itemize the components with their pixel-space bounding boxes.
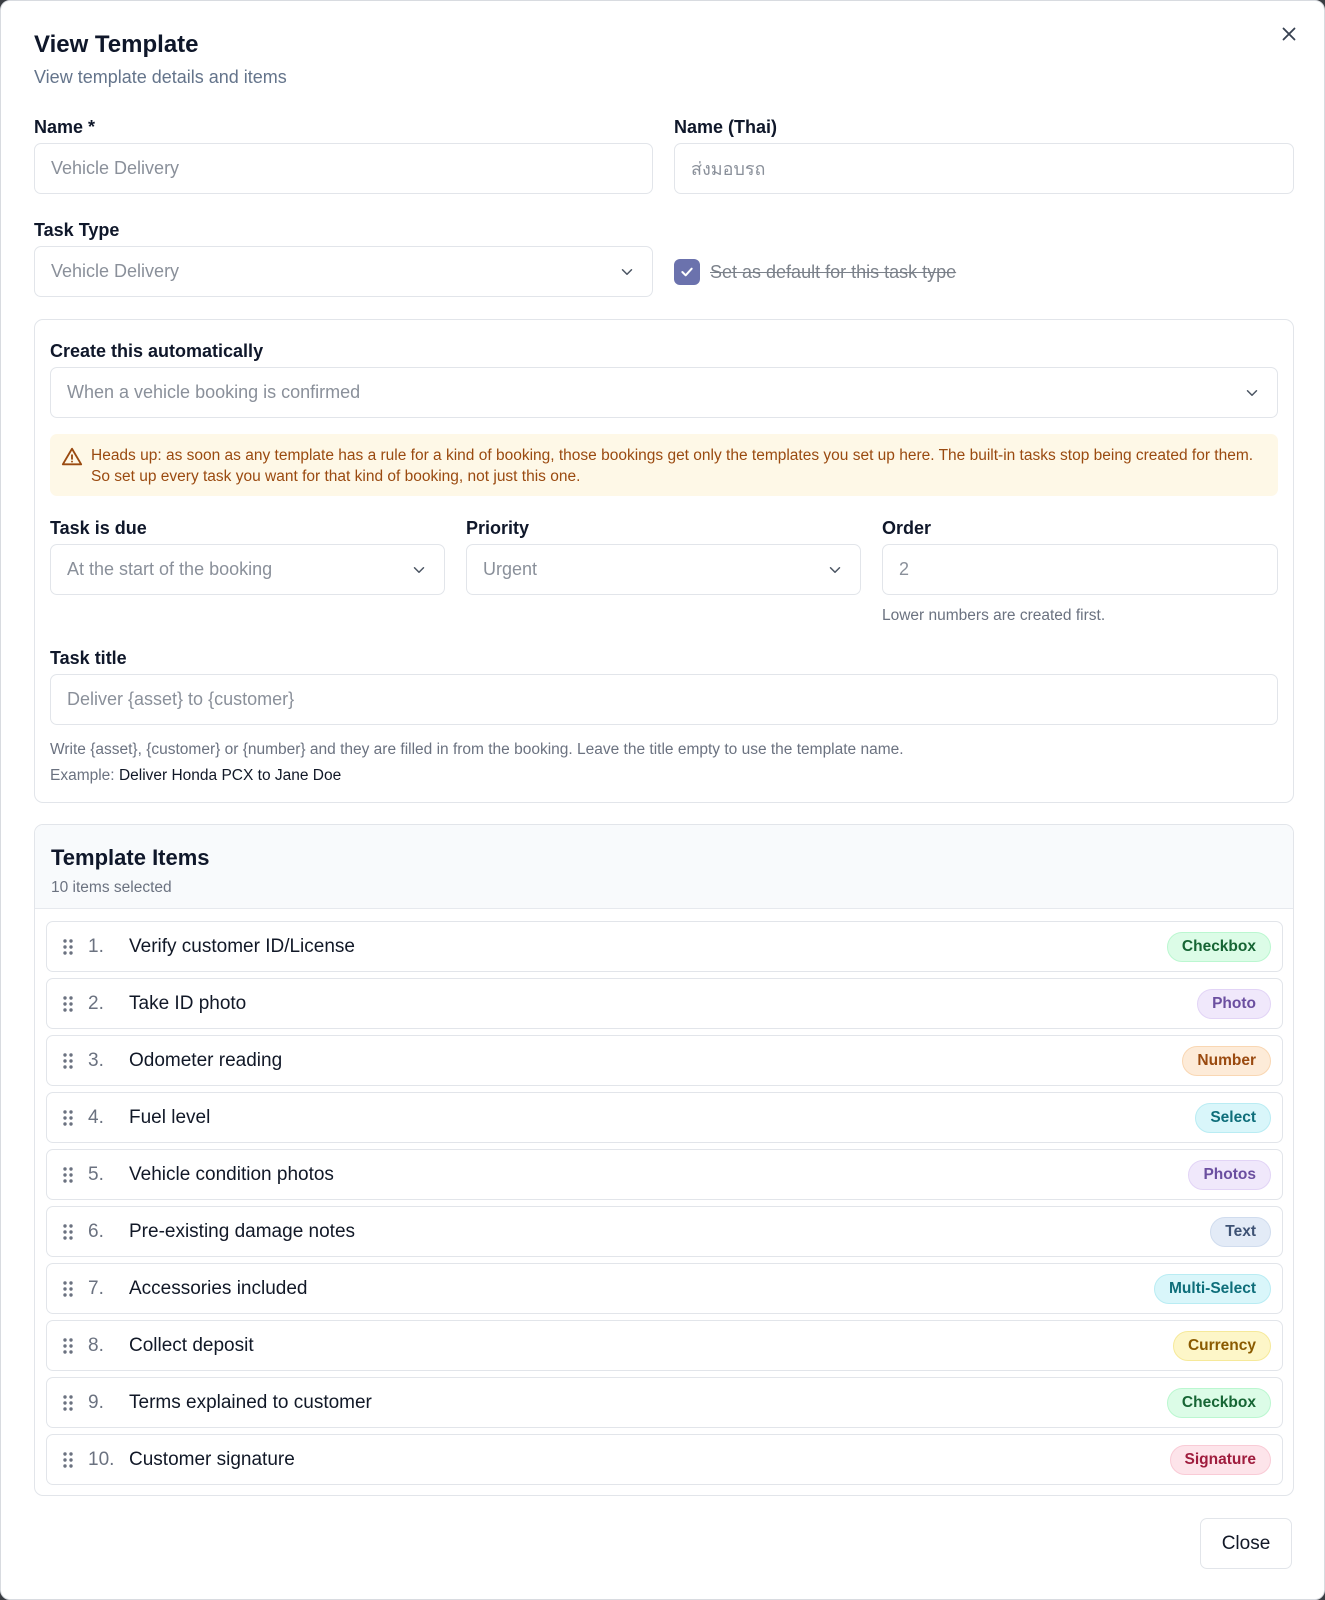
name-label: Name * [34, 117, 96, 137]
name-field[interactable] [34, 143, 653, 194]
template-item-row[interactable] [46, 1434, 1283, 1485]
item-number: 2. [88, 993, 104, 1014]
due-label: Task is due [50, 518, 147, 538]
order-field[interactable] [882, 544, 1278, 595]
item-name: Take ID photo [129, 993, 247, 1014]
chevron-down-icon [410, 561, 428, 579]
item-number: 5. [88, 1164, 104, 1185]
item-type-badge: Multi-Select [1154, 1274, 1271, 1304]
warning-banner [50, 434, 1278, 496]
template-item-row[interactable] [46, 1263, 1283, 1314]
example-line [50, 767, 341, 785]
chevron-down-icon [1243, 384, 1261, 402]
drag-handle-icon[interactable] [61, 1279, 75, 1299]
item-type-badge: Checkbox [1167, 1388, 1271, 1418]
default-checkbox[interactable] [674, 259, 700, 285]
item-name: Collect deposit [129, 1335, 254, 1356]
item-type-badge: Photos [1188, 1160, 1271, 1190]
task-title-placeholder: Deliver {asset} to {customer} [67, 689, 295, 709]
warning-icon [61, 446, 83, 468]
item-name: Pre-existing damage notes [129, 1221, 356, 1242]
item-type-badge: Text [1210, 1217, 1271, 1247]
item-type-badge: Select [1195, 1103, 1271, 1133]
order-value: 2 [899, 559, 910, 579]
task-type-label: Task Type [34, 220, 120, 240]
dialog-subtitle: View template details and items [34, 67, 287, 87]
item-type-badge: Currency [1173, 1331, 1271, 1361]
due-value: At the start of the booking [67, 559, 273, 579]
task-type-value: Vehicle Delivery [51, 261, 180, 281]
trigger-select[interactable] [50, 367, 1278, 418]
task-title-hint: Write {asset}, {customer} or {number} and they are filled in from the booking. Leave the title empty to use the template name. [50, 741, 904, 758]
item-number: 3. [88, 1050, 104, 1071]
item-type-badge: Number [1182, 1046, 1271, 1076]
close-icon[interactable] [1278, 23, 1300, 45]
example-prefix: Example: [50, 767, 115, 784]
item-name: Vehicle condition photos [129, 1164, 334, 1185]
template-item-row[interactable] [46, 1377, 1283, 1428]
item-name: Accessories included [129, 1278, 308, 1299]
item-number: 6. [88, 1221, 104, 1242]
item-name: Terms explained to customer [129, 1392, 372, 1413]
template-items-card [34, 824, 1294, 1496]
template-items-count: 10 items selected [51, 879, 172, 896]
drag-handle-icon[interactable] [61, 1165, 75, 1185]
item-name: Customer signature [129, 1449, 295, 1470]
item-type-badge: Photo [1197, 989, 1271, 1019]
drag-handle-icon[interactable] [61, 1393, 75, 1413]
template-item-row[interactable] [46, 978, 1283, 1029]
name-thai-field[interactable] [674, 143, 1294, 194]
check-icon [679, 264, 695, 280]
priority-select[interactable] [466, 544, 861, 595]
name-value: Vehicle Delivery [51, 158, 180, 178]
drag-handle-icon[interactable] [61, 1051, 75, 1071]
drag-handle-icon[interactable] [61, 1336, 75, 1356]
template-item-row[interactable] [46, 1092, 1283, 1143]
task-type-select[interactable] [34, 246, 653, 297]
item-name: Fuel level [129, 1107, 211, 1128]
priority-label: Priority [466, 518, 530, 538]
example-value: Deliver Honda PCX to Jane Doe [118, 767, 342, 784]
task-title-field[interactable] [50, 674, 1278, 725]
chevron-down-icon [826, 561, 844, 579]
template-item-row[interactable] [46, 1149, 1283, 1200]
item-number: 4. [88, 1107, 104, 1128]
due-select[interactable] [50, 544, 445, 595]
item-type-badge: Checkbox [1167, 932, 1271, 962]
template-items-header [35, 825, 1293, 909]
item-number: 1. [88, 936, 104, 957]
dialog-title: View Template [34, 31, 199, 58]
item-number: 10. [88, 1449, 115, 1470]
item-number: 8. [88, 1335, 104, 1356]
order-label: Order [882, 518, 932, 538]
drag-handle-icon[interactable] [61, 1108, 75, 1128]
priority-value: Urgent [483, 559, 538, 579]
template-items-title: Template Items [51, 845, 210, 870]
drag-handle-icon[interactable] [61, 937, 75, 957]
item-number: 7. [88, 1278, 104, 1299]
template-item-row[interactable] [46, 1320, 1283, 1371]
automation-label: Create this automatically [50, 341, 264, 361]
name-thai-label: Name (Thai) [674, 117, 778, 137]
template-item-row[interactable] [46, 1035, 1283, 1086]
template-item-row[interactable] [46, 1206, 1283, 1257]
trigger-value: When a vehicle booking is confirmed [67, 382, 361, 402]
default-checkbox-label: Set as default for this task type [710, 262, 957, 282]
template-item-row[interactable] [46, 921, 1283, 972]
drag-handle-icon[interactable] [61, 1222, 75, 1242]
warning-text: Heads up: as soon as any template has a rule for a kind of booking, those bookings get only the templates you set up here. The built-in tasks stop being created for them. So set up every task you want for that kind of booking, not just this one. [91, 447, 1254, 485]
task-title-label: Task title [50, 648, 127, 668]
close-button[interactable]: Close [1200, 1518, 1292, 1569]
drag-handle-icon[interactable] [61, 994, 75, 1014]
item-name: Verify customer ID/License [129, 936, 355, 957]
chevron-down-icon [618, 263, 636, 281]
order-hint: Lower numbers are created first. [882, 607, 1106, 624]
drag-handle-icon[interactable] [61, 1450, 75, 1470]
item-number: 9. [88, 1392, 104, 1413]
item-type-badge: Signature [1170, 1445, 1271, 1475]
name-thai-value: ส่งมอบรถ [691, 159, 766, 179]
item-name: Odometer reading [129, 1050, 283, 1071]
